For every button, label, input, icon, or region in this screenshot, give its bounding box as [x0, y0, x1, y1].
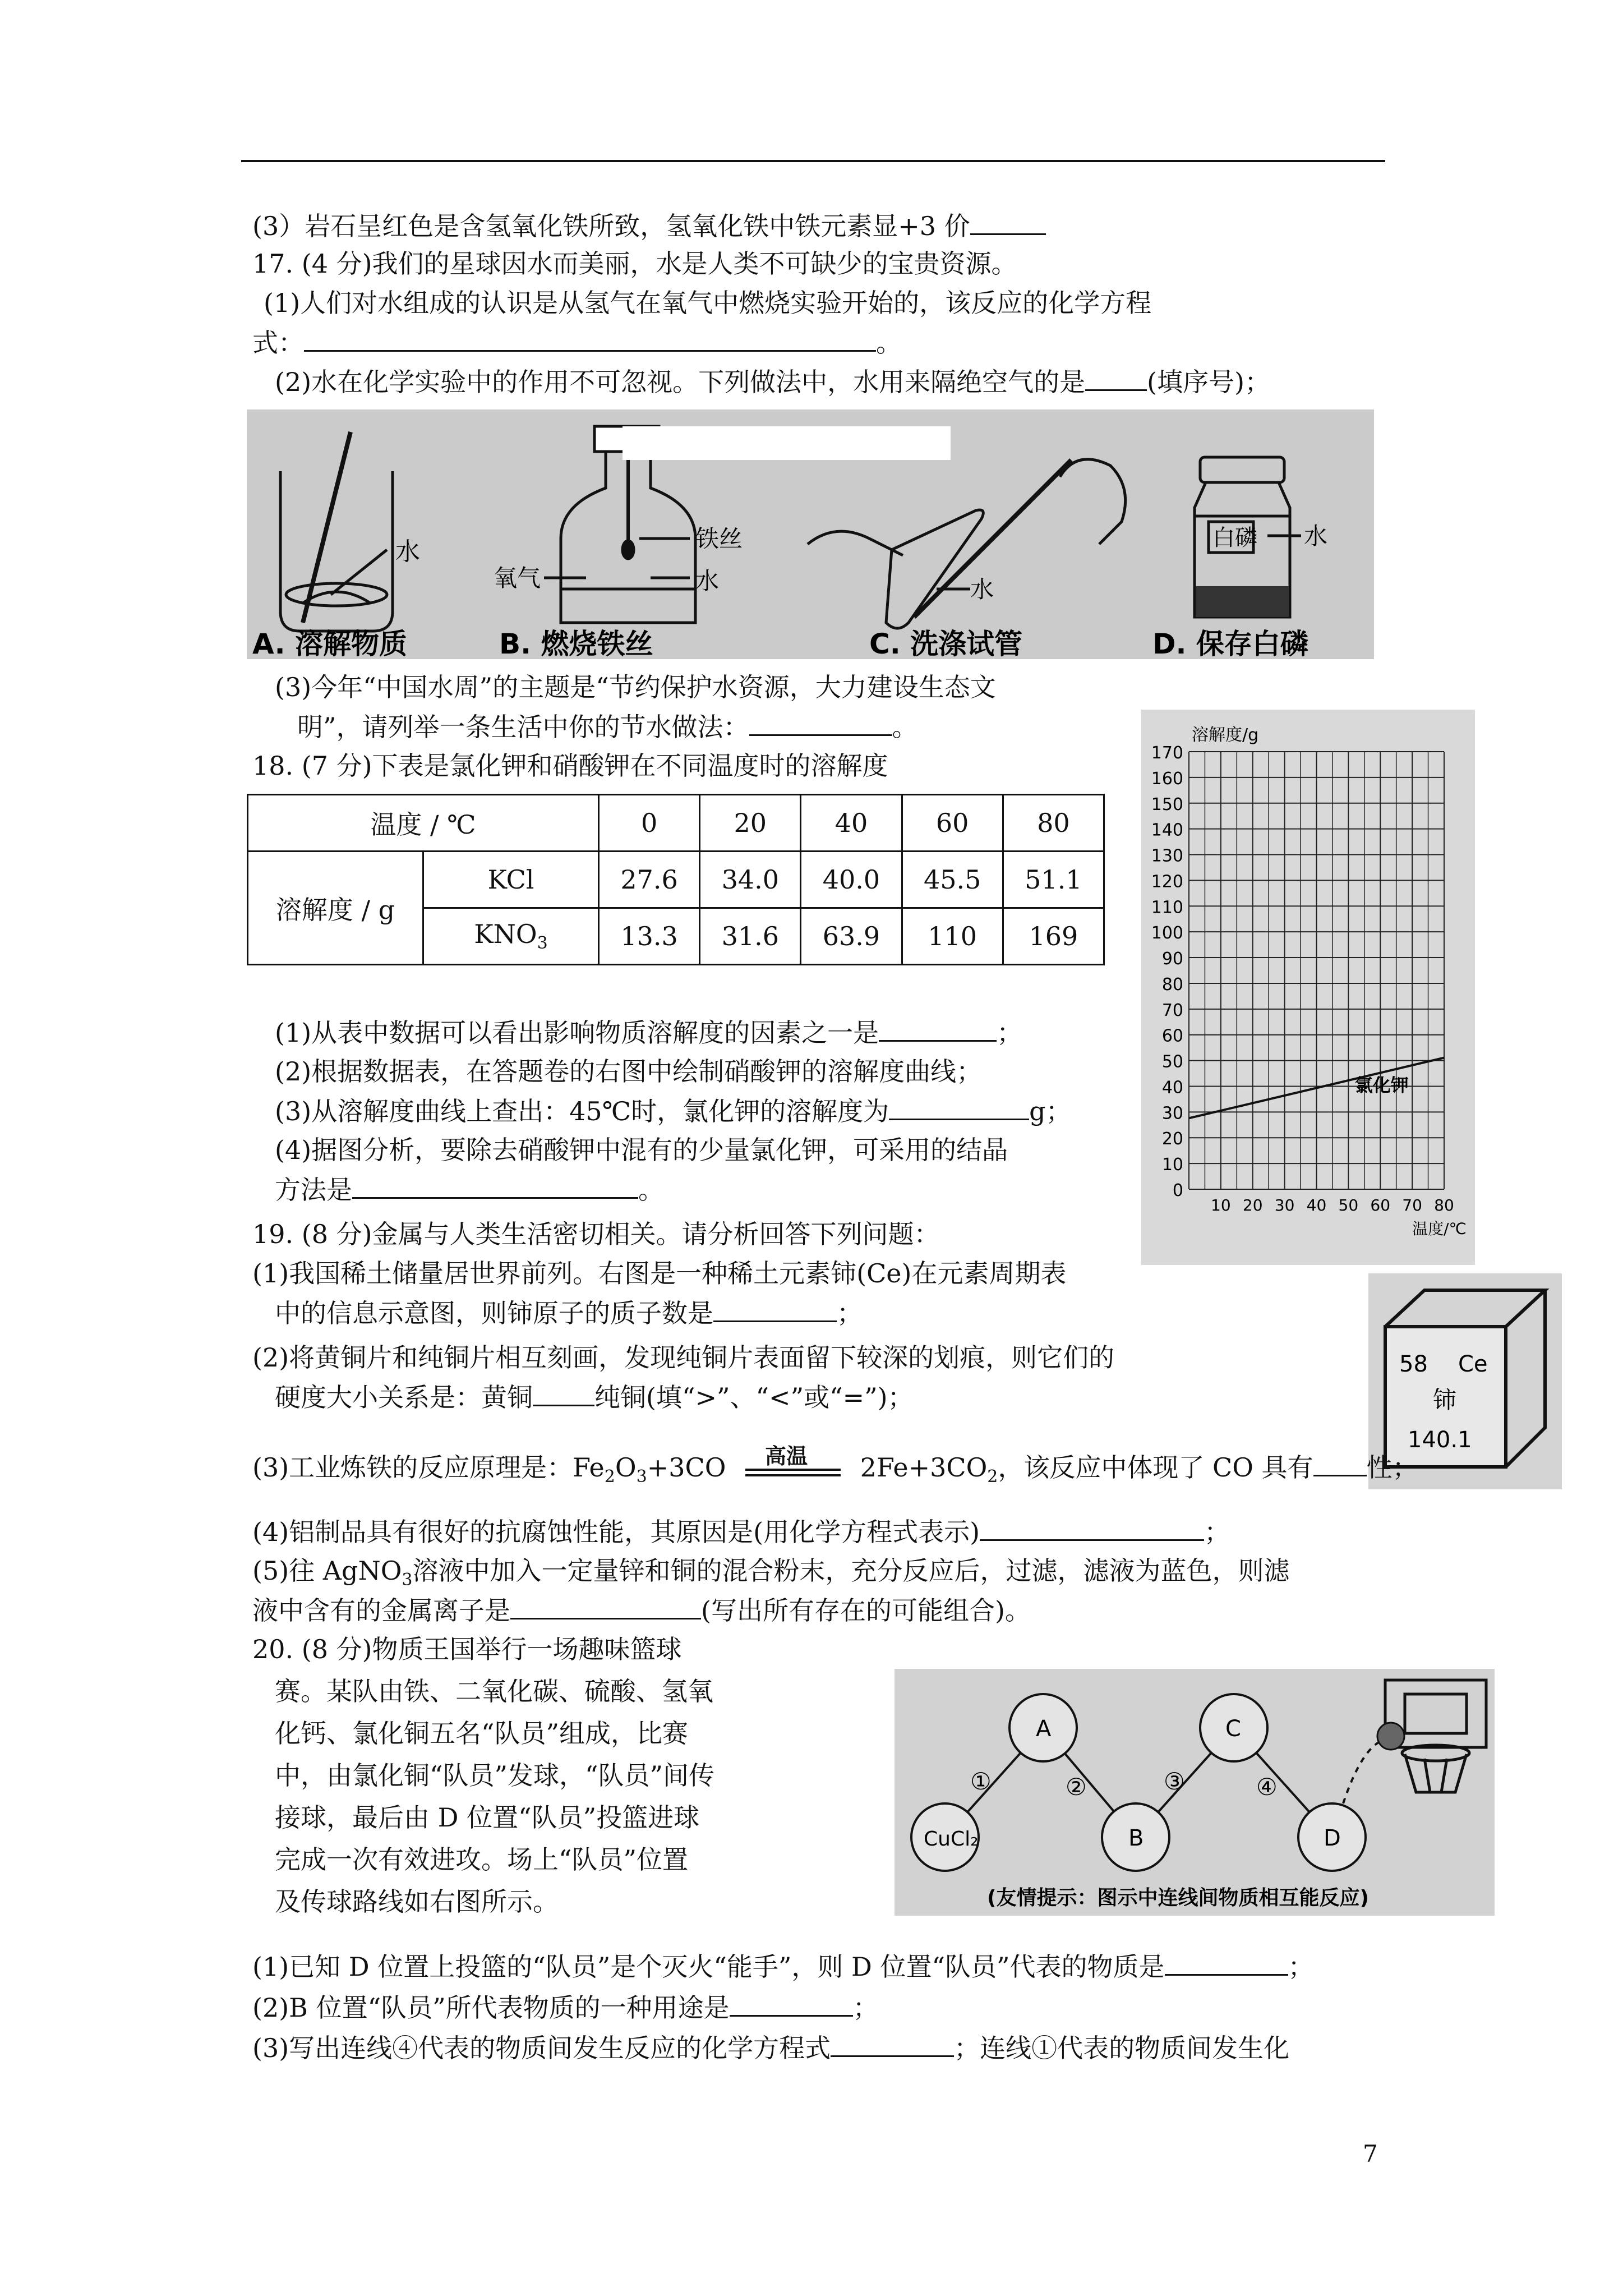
- q19-p3c: O: [615, 1452, 637, 1483]
- solubility-table: [247, 794, 1105, 965]
- table-cell: 34.0: [700, 852, 801, 908]
- fig-d-label: D. 保存白磷: [1152, 628, 1308, 659]
- q19-p5a: [252, 1554, 1290, 1597]
- q19-p4-end: ；: [1204, 1517, 1230, 1547]
- table-header: 溶解度 / g: [248, 852, 423, 965]
- y-tick-label: 140: [1151, 820, 1183, 840]
- q18-stem: 18. (7 分)下表是氯化钾和硝酸钾在不同温度时的溶解度: [252, 751, 888, 781]
- table-cell: 60: [902, 795, 1003, 852]
- q19-p4: [252, 1515, 1230, 1549]
- basketball-diagram-svg: [895, 1669, 1495, 1916]
- y-tick-label: 110: [1151, 898, 1183, 918]
- q20-p1-end: ；: [1288, 1952, 1314, 1982]
- q17-figure-svg: [247, 409, 1374, 659]
- q19-p3: [252, 1443, 1418, 1494]
- table-cell: 169: [1003, 908, 1104, 965]
- y-tick-label: 130: [1151, 846, 1183, 866]
- table-cell: 110: [902, 908, 1003, 965]
- q19-p1b: [275, 1296, 863, 1330]
- q18-p4b: [275, 1172, 664, 1207]
- table-cell: 0: [599, 795, 700, 852]
- table-cell: KCl: [423, 852, 599, 908]
- q18-p1: [275, 1015, 1022, 1050]
- q19-p3b: 2: [604, 1467, 615, 1487]
- link-3: ③: [1164, 1768, 1185, 1795]
- table-header: 温度 / ℃: [248, 795, 599, 852]
- kno3-label: KNO: [474, 919, 537, 950]
- fig-d-phosphorus: 白磷: [1212, 525, 1257, 551]
- element-mass: 140.1: [1408, 1427, 1472, 1453]
- y-tick-label: 160: [1151, 769, 1183, 789]
- q18-p1-end: ；: [997, 1018, 1023, 1048]
- y-tick-label: 10: [1161, 1155, 1183, 1175]
- q17-equation-blank[interactable]: [304, 325, 876, 352]
- fig-a-water: 水: [395, 537, 420, 566]
- table-row: [248, 795, 1104, 852]
- q19-p1a: (1)我国稀土储量居世界前列。右图是一种稀土元素铈(Ce)在元素周期表: [252, 1258, 1067, 1289]
- q18-p4-end: 。: [638, 1175, 664, 1205]
- y-tick-label: 30: [1161, 1103, 1183, 1124]
- q18-p2: (2)根据数据表，在答题卷的右图中绘制硝酸钾的溶解度曲线；: [275, 1056, 983, 1087]
- element-number: 58: [1399, 1351, 1428, 1377]
- q19-p3d: 3: [636, 1467, 647, 1487]
- x-tick-label: 50: [1338, 1196, 1359, 1214]
- fig-c-label: C. 洗涤试管: [869, 628, 1023, 659]
- q19-p5-blank[interactable]: [510, 1593, 701, 1619]
- q19-stem: 19. (8 分)金属与人类生活密切相关。请分析回答下列问题：: [252, 1219, 940, 1249]
- page-number: 7: [1363, 2140, 1378, 2168]
- q19-p5b-text: 溶液中加入一定量锌和铜的混合粉末，充分反应后，过滤，滤液为蓝色，则滤: [412, 1556, 1290, 1586]
- table-cell: 40.0: [801, 852, 902, 908]
- node-d-label: D: [1324, 1825, 1341, 1851]
- q19-p5c: [252, 1593, 1031, 1627]
- q18-p3-text: (3)从溶解度曲线上查出：45℃时，氯化钾的溶解度为: [275, 1096, 889, 1126]
- fig-b-iron: 铁丝: [695, 525, 743, 553]
- table-cell: 45.5: [902, 852, 1003, 908]
- q16-part3-text: (3）岩石呈红色是含氢氧化铁所致，氢氧化铁中铁元素显+3 价: [252, 211, 970, 241]
- q18-p1-blank[interactable]: [879, 1015, 997, 1042]
- q16-answer-blank[interactable]: [970, 209, 1046, 235]
- q19-p2c-text: 纯铜(填“>”、“<”或“=”)；: [594, 1382, 914, 1412]
- element-symbol: Ce: [1458, 1351, 1488, 1377]
- y-tick-label: 0: [1172, 1181, 1183, 1200]
- q20-p1: [252, 1949, 1314, 1984]
- table-cell: 31.6: [700, 908, 801, 965]
- q19-p3g: 2: [987, 1467, 998, 1487]
- q18-p3: [275, 1094, 1072, 1128]
- element-name: 铈: [1433, 1386, 1457, 1414]
- y-tick-label: 170: [1151, 743, 1183, 763]
- solubility-chart: [1141, 710, 1475, 1265]
- solubility-chart-svg: [1141, 710, 1475, 1265]
- q17-p2-end: (填序号)；: [1147, 367, 1271, 397]
- q19-p3f: 2Fe+3CO: [860, 1452, 988, 1483]
- table-cell: 20: [700, 795, 801, 852]
- diagram-tip: (友情提示：图示中连线间物质相互能反应): [987, 1887, 1369, 1910]
- y-tick-label: 20: [1161, 1129, 1183, 1149]
- q19-p2a: (2)将黄铜片和纯铜片相互刻画，发现纯铜片表面留下较深的划痕，则它们的: [252, 1342, 1115, 1373]
- q17-p3-end: 。: [892, 712, 918, 742]
- q20-p2: [252, 1990, 879, 2024]
- q20-p2-end: ；: [852, 1993, 879, 2023]
- q19-p5c-text: 液中含有的金属离子是: [252, 1595, 510, 1626]
- q19-p5-sub: 3: [402, 1570, 413, 1590]
- q19-p1-end: ；: [837, 1298, 863, 1328]
- q17-p1b: [252, 325, 902, 360]
- q20-p3: [252, 2031, 1289, 2065]
- q20-l2: 赛。某队由铁、二氧化碳、硫酸、氢氧: [275, 1676, 713, 1706]
- q19-p2b-text: 硬度大小关系是：黄铜: [275, 1382, 533, 1412]
- basketball-diagram: [895, 1669, 1495, 1916]
- q17-p2: [275, 365, 1270, 399]
- q19-p1-blank[interactable]: [713, 1296, 837, 1322]
- fig-a-label: A. 溶解物质: [252, 628, 408, 659]
- x-tick-label: 20: [1242, 1196, 1263, 1214]
- node-cucl2-label: CuCl₂: [924, 1828, 979, 1851]
- q19-p4-blank[interactable]: [980, 1515, 1204, 1541]
- q19-p3h: ，该反应中体现了 CO 具有: [998, 1452, 1313, 1483]
- y-tick-label: 100: [1151, 923, 1183, 944]
- q20-p2-blank[interactable]: [730, 1990, 853, 2017]
- header-rule: [241, 160, 1385, 162]
- q18-p3-end: g；: [1029, 1096, 1072, 1126]
- table-cell: 51.1: [1003, 852, 1104, 908]
- y-tick-label: 40: [1161, 1078, 1183, 1098]
- fig-b-water: 水: [695, 567, 720, 595]
- q20-p2-text: (2)B 位置“队员”所代表物质的一种用途是: [252, 1993, 730, 2023]
- table-cell: 40: [801, 795, 902, 852]
- x-tick-label: 60: [1370, 1196, 1391, 1214]
- q19-p3-end: 性；: [1366, 1452, 1418, 1483]
- node-a-label: A: [1036, 1716, 1052, 1742]
- link-2: ②: [1066, 1773, 1087, 1801]
- q20-l6: 完成一次有效进攻。场上“队员”位置: [275, 1844, 689, 1875]
- q19-p4-text: (4)铝制品具有很好的抗腐蚀性能，其原因是(用化学方程式表示): [252, 1517, 980, 1547]
- x-tick-label: 10: [1211, 1196, 1231, 1214]
- node-b-label: B: [1128, 1825, 1144, 1851]
- link-1: ①: [970, 1768, 992, 1795]
- q19-p3e: +3CO: [647, 1452, 726, 1483]
- y-tick-label: 70: [1161, 1000, 1183, 1020]
- y-axis-label: 溶解度/g: [1192, 725, 1259, 745]
- q18-p4b-text: 方法是: [275, 1175, 352, 1205]
- reaction-condition: 高温: [765, 1443, 808, 1469]
- table-row: [248, 852, 1104, 908]
- q20-l4: 中，由氯化铜“队员”发球，“队员”间传: [275, 1760, 715, 1791]
- y-tick-label: 120: [1151, 872, 1183, 892]
- link-4: ④: [1256, 1773, 1278, 1801]
- q19-p2b: [275, 1380, 914, 1414]
- q16-part3: [252, 209, 1046, 243]
- reaction-arrow: [745, 1443, 841, 1476]
- x-axis-label: 温度/℃: [1412, 1220, 1467, 1238]
- q19-p3-blank[interactable]: [1313, 1450, 1367, 1476]
- kno3-sub: 3: [537, 933, 548, 954]
- x-tick-label: 40: [1306, 1196, 1327, 1214]
- fig-b-oxygen: 氧气: [494, 564, 541, 592]
- q20-p1-blank[interactable]: [1165, 1949, 1288, 1976]
- y-tick-label: 150: [1151, 794, 1183, 815]
- q20-p3-text: (3)写出连线④代表的物质间发生反应的化学方程式: [252, 2033, 831, 2063]
- q20-l3: 化钙、氯化铜五名“队员”组成，比赛: [275, 1718, 689, 1749]
- q17-p3-blank[interactable]: [749, 710, 892, 736]
- q18-p4-blank[interactable]: [352, 1172, 638, 1199]
- node-c-label: C: [1225, 1716, 1241, 1742]
- q17-p1b-text: 式：: [252, 328, 304, 358]
- q17-p1a: (1)人们对水组成的认识是从氢气在氧气中燃烧实验开始的，该反应的化学方程: [264, 288, 1152, 318]
- q17-stem: 17. (4 分)我们的星球因水而美丽，水是人类不可缺少的宝贵资源。: [252, 249, 1017, 279]
- q17-p1-end: 。: [876, 328, 902, 358]
- series-label-kcl: 氯化钾: [1354, 1074, 1409, 1096]
- q20-p3-blank[interactable]: [831, 2031, 954, 2057]
- q20-p3-end: ；连线①代表的物质间发生化: [954, 2033, 1290, 2063]
- q20-p1-text: (1)已知 D 位置上投篮的“队员”是个灭火“能手”，则 D 位置“队员”代表的物质是: [252, 1952, 1165, 1982]
- q17-p3b: [297, 710, 918, 744]
- q17-p3b-text: 明”，请列举一条生活中你的节水做法：: [297, 712, 749, 742]
- table-cell: [423, 908, 599, 965]
- q20-stem: 20. (8 分)物质王国举行一场趣味篮球: [252, 1634, 682, 1664]
- x-tick-label: 70: [1402, 1196, 1422, 1214]
- q17-p2-blank[interactable]: [1085, 365, 1147, 391]
- q19-p5-end: (写出所有存在的可能组合)。: [701, 1595, 1031, 1626]
- table-cell: 80: [1003, 795, 1104, 852]
- fig-d-water: 水: [1304, 522, 1328, 550]
- q18-p4a: (4)据图分析，要除去硝酸钾中混有的少量氯化钾，可采用的结晶: [275, 1135, 1008, 1165]
- y-tick-label: 50: [1161, 1052, 1183, 1072]
- q20-l5: 接球，最后由 D 位置“队员”投篮进球: [275, 1802, 700, 1833]
- x-tick-label: 80: [1434, 1196, 1454, 1214]
- y-tick-label: 80: [1161, 974, 1183, 995]
- y-tick-label: 90: [1161, 949, 1183, 969]
- fig-b-label: B. 燃烧铁丝: [499, 628, 653, 659]
- q18-p1-text: (1)从表中数据可以看出影响物质溶解度的因素之一是: [275, 1018, 879, 1048]
- q17-p2-text: (2)水在化学实验中的作用不可忽视。下列做法中，水用来隔绝空气的是: [275, 367, 1086, 397]
- table-cell: 13.3: [599, 908, 700, 965]
- table-cell: 63.9: [801, 908, 902, 965]
- q20-l7: 及传球路线如右图所示。: [275, 1887, 559, 1917]
- x-tick-label: 30: [1274, 1196, 1295, 1214]
- q19-p5a-text: (5)往 AgNO: [252, 1556, 402, 1586]
- q19-p2-blank[interactable]: [533, 1380, 594, 1406]
- basketball-icon: [1377, 1723, 1404, 1750]
- q18-p3-blank[interactable]: [889, 1094, 1029, 1120]
- q19-p1b-text: 中的信息示意图，则铈原子的质子数是: [275, 1298, 713, 1328]
- fig-c-water: 水: [970, 576, 994, 603]
- q17-p3a: (3)今年“中国水周”的主题是“节约保护水资源，大力建设生态文: [275, 672, 996, 702]
- table-cell: 27.6: [599, 852, 700, 908]
- q17-figure: [247, 409, 1374, 659]
- q19-p3a: (3)工业炼铁的反应原理是：Fe: [252, 1452, 605, 1483]
- y-tick-label: 60: [1161, 1026, 1183, 1046]
